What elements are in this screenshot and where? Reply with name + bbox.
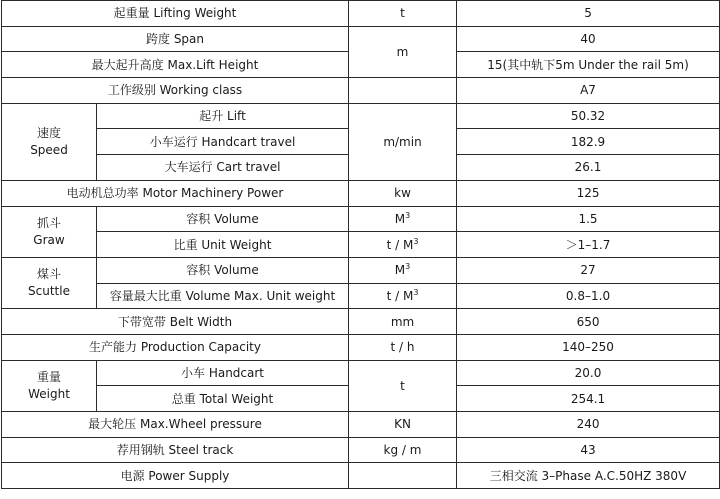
value-cell: 40: [457, 26, 720, 52]
param-cell: 下带宽带 Belt Width: [2, 309, 349, 335]
group-cell-graw: [2, 206, 97, 257]
value-cell: 26.1: [457, 155, 720, 181]
value-cell: 182.9: [457, 129, 720, 155]
table-row: [2, 1, 720, 27]
value-cell: 三相交流 3–Phase A.C.50HZ 380V: [457, 463, 720, 489]
param-cell: 工作级别 Working class: [2, 78, 349, 104]
unit-superscript: 3: [405, 210, 411, 220]
value-cell: 254.1: [457, 386, 720, 412]
table-row: [2, 437, 720, 463]
value-cell: ＞1–1.7: [457, 232, 720, 258]
unit-base: M: [394, 263, 406, 278]
unit-cell: [349, 78, 457, 104]
group-label-en: Weight: [28, 386, 70, 401]
param-cell: 比重 Unit Weight: [97, 232, 349, 258]
table-row: [2, 360, 720, 386]
table-row: [2, 232, 720, 258]
value-cell: 27: [457, 257, 720, 283]
param-cell: 大车运行 Cart travel: [97, 155, 349, 181]
group-label-cn: 重量: [36, 369, 61, 384]
group-label-en: Speed: [30, 142, 68, 157]
unit-cell: t / h: [349, 334, 457, 360]
param-cell: 容积 Volume: [97, 206, 349, 232]
unit-superscript: 3: [405, 262, 411, 272]
param-cell: 容量最大比重 Volume Max. Unit weight: [97, 283, 349, 309]
unit-base: t / M: [386, 288, 414, 303]
param-cell: 起升 Lift: [97, 103, 349, 129]
value-cell: 5: [457, 1, 720, 27]
param-cell: 容积 Volume: [97, 257, 349, 283]
unit-cell: kg / m: [349, 437, 457, 463]
unit-superscript: 3: [413, 236, 419, 246]
unit-cell: t: [349, 360, 457, 411]
unit-cell: [349, 232, 457, 258]
param-cell: 小车运行 Handcart travel: [97, 129, 349, 155]
table-row: [2, 206, 720, 232]
unit-cell: mm: [349, 309, 457, 335]
spec-table: [1, 0, 720, 489]
unit-cell: t: [349, 1, 457, 27]
value-cell: 50.32: [457, 103, 720, 129]
group-label-cn: 速度: [36, 125, 61, 140]
param-cell: 跨度 Span: [2, 26, 349, 52]
unit-cell: m/min: [349, 103, 457, 180]
unit-cell: [349, 206, 457, 232]
param-cell: 总重 Total Weight: [97, 386, 349, 412]
param-cell: 荐用钢轨 Steel track: [2, 437, 349, 463]
value-cell: 1.5: [457, 206, 720, 232]
group-cell-speed: [2, 103, 97, 180]
group-label-cn: 抓斗: [36, 215, 61, 230]
table-row: [2, 257, 720, 283]
unit-cell: [349, 463, 457, 489]
unit-cell: KN: [349, 412, 457, 438]
table-row: [2, 283, 720, 309]
param-cell: 起重量 Lifting Weight: [2, 1, 349, 27]
unit-cell: [349, 257, 457, 283]
param-cell: 电动机总功率 Motor Machinery Power: [2, 180, 349, 206]
value-cell: 140–250: [457, 334, 720, 360]
value-cell: 125: [457, 180, 720, 206]
table-row: [2, 412, 720, 438]
table-row: [2, 78, 720, 104]
param-cell: 生产能力 Production Capacity: [2, 334, 349, 360]
table-row: [2, 463, 720, 489]
group-cell-scuttle: [2, 257, 97, 308]
param-cell: 小车 Handcart: [97, 360, 349, 386]
unit-base: t / M: [386, 237, 414, 252]
unit-superscript: 3: [413, 287, 419, 297]
value-cell: 0.8–1.0: [457, 283, 720, 309]
value-cell: 650: [457, 309, 720, 335]
param-cell: 电源 Power Supply: [2, 463, 349, 489]
table-row: [2, 309, 720, 335]
value-cell: 43: [457, 437, 720, 463]
unit-cell: m: [349, 26, 457, 77]
group-cell-weight: [2, 360, 97, 411]
unit-cell: kw: [349, 180, 457, 206]
group-label-en: Graw: [33, 232, 65, 247]
table-row: [2, 334, 720, 360]
value-cell: 240: [457, 412, 720, 438]
table-row: [2, 103, 720, 129]
table-row: [2, 26, 720, 52]
unit-cell: [349, 283, 457, 309]
group-label-en: Scuttle: [28, 284, 70, 299]
param-cell: 最大起升高度 Max.Lift Height: [2, 52, 349, 78]
value-cell: 20.0: [457, 360, 720, 386]
unit-base: M: [394, 211, 406, 226]
table-row: [2, 180, 720, 206]
group-label-cn: 煤斗: [36, 267, 61, 282]
value-cell: A7: [457, 78, 720, 104]
param-cell: 最大轮压 Max.Wheel pressure: [2, 412, 349, 438]
value-cell: 15(其中轨下5m Under the rail 5m): [457, 52, 720, 78]
